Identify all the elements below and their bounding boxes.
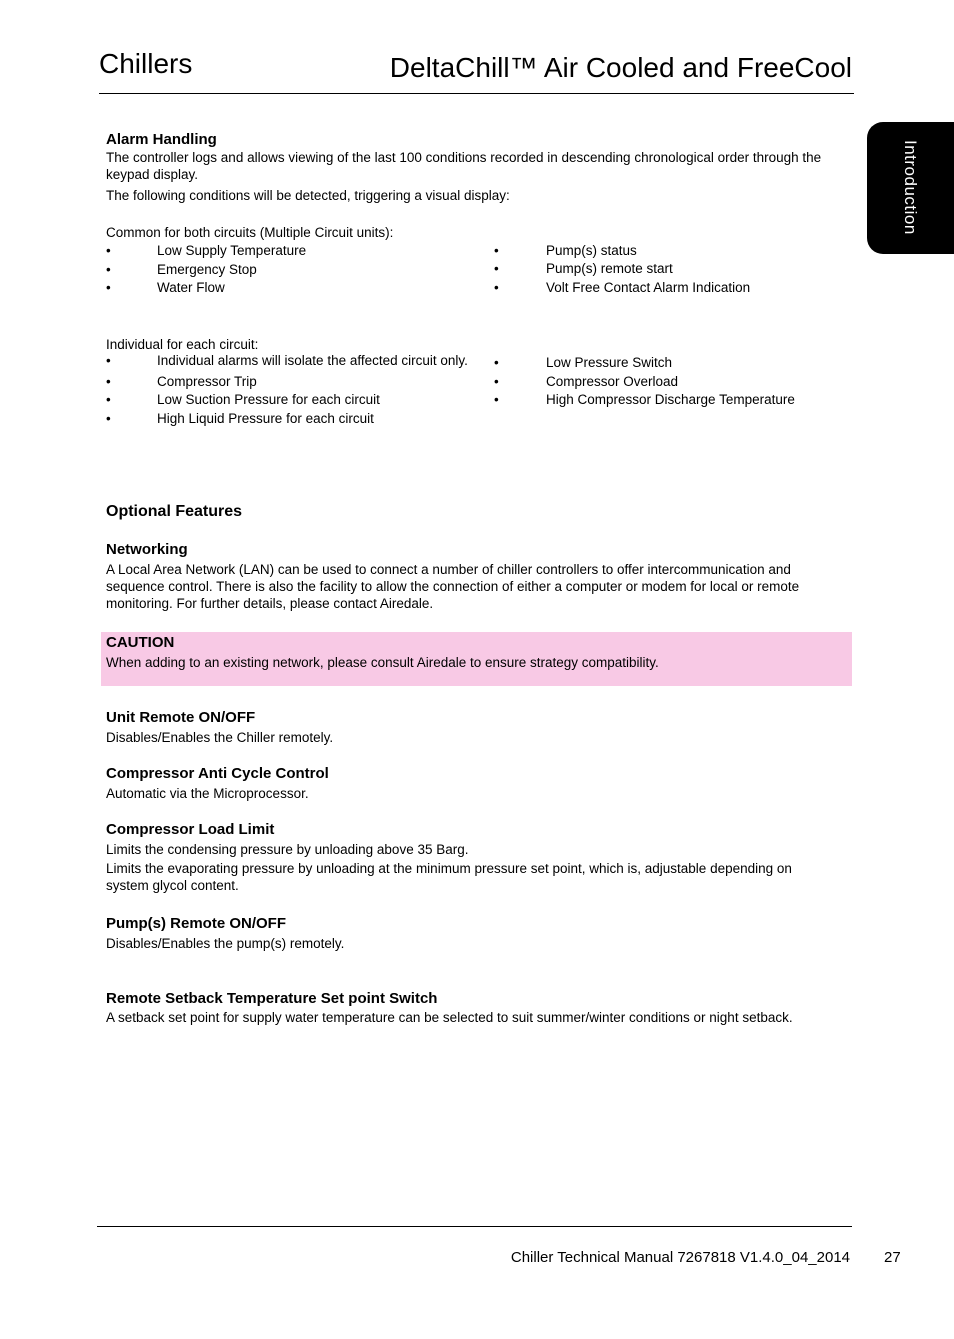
bullet-icon: • xyxy=(494,392,499,407)
header-left-title: Chillers xyxy=(99,48,193,79)
section-tab-label: Introduction xyxy=(901,140,920,235)
page-number: 27 xyxy=(884,1249,901,1266)
list-item: Low Suction Pressure for each circuit xyxy=(157,392,380,407)
bullet-icon: • xyxy=(106,353,111,368)
bullet-icon: • xyxy=(494,355,499,370)
list-item: Low Supply Temperature xyxy=(157,243,307,258)
bullet-icon: • xyxy=(494,280,499,295)
footer-rule xyxy=(97,1226,852,1227)
list-item: High Compressor Discharge Temperature xyxy=(546,392,795,407)
caution-heading: CAUTION xyxy=(106,634,175,651)
networking-heading: Networking xyxy=(106,541,188,558)
list-item: Emergency Stop xyxy=(157,262,257,277)
list-item: Pump(s) status xyxy=(546,243,637,258)
bullet-icon: • xyxy=(106,280,111,295)
alarm-heading: Alarm Handling xyxy=(106,131,217,148)
anti-cycle-heading: Compressor Anti Cycle Control xyxy=(106,765,329,782)
bullet-icon: • xyxy=(106,392,111,407)
list-item: Low Pressure Switch xyxy=(546,355,673,370)
caution-text: When adding to an existing network, please consult Airedale to ensure strategy compatibility. xyxy=(106,655,659,670)
bullet-icon: • xyxy=(106,262,111,277)
load-limit-heading: Compressor Load Limit xyxy=(106,821,275,838)
bullet-icon: • xyxy=(106,374,111,389)
header-right-title: DeltaChill™ Air Cooled and FreeCool xyxy=(389,52,852,83)
list-item: Volt Free Contact Alarm Indication xyxy=(546,280,751,295)
alarm-paragraph-1: The controller logs and allows viewing of the last 100 conditions recorded in descending chronological order through the keypad display. xyxy=(106,150,822,182)
setback-text: A setback set point for supply water temperature can be selected to suit summer/winter conditions or night setback. xyxy=(106,1010,793,1025)
unit-remote-heading: Unit Remote ON/OFF xyxy=(106,709,256,726)
bullet-icon: • xyxy=(106,411,111,426)
bullet-icon: • xyxy=(106,243,111,258)
list-item: High Liquid Pressure for each circuit xyxy=(157,411,374,426)
bullet-icon: • xyxy=(494,243,499,258)
bullet-icon: • xyxy=(494,261,499,276)
anti-cycle-text: Automatic via the Microprocessor. xyxy=(106,786,309,801)
pump-remote-heading: Pump(s) Remote ON/OFF xyxy=(106,915,287,932)
header-rule xyxy=(99,93,854,94)
setback-heading: Remote Setback Temperature Set point Switch xyxy=(106,990,438,1007)
list-item: Individual alarms will isolate the affected circuit only. xyxy=(157,353,468,368)
unit-remote-text: Disables/Enables the Chiller remotely. xyxy=(106,730,334,745)
list-item: Water Flow xyxy=(157,280,225,295)
bullet-icon: • xyxy=(494,374,499,389)
load-limit-text-2: Limits the evaporating pressure by unloading at the minimum pressure set point, which is, adjustable depending on system glycol content. xyxy=(106,861,792,893)
footer-manual: Chiller Technical Manual 7267818 V1.4.0_04_2014 xyxy=(510,1249,850,1266)
optional-features-heading: Optional Features xyxy=(106,503,243,520)
pump-remote-text: Disables/Enables the pump(s) remotely. xyxy=(106,936,345,951)
networking-text: A Local Area Network (LAN) can be used to connect a number of chiller controllers to offer intercommunication and sequence control. There is also the facility to allow the connection of either a computer or modem for local or remote monitoring. For further details, please contact Airedale. xyxy=(106,562,800,611)
individual-circuit-intro: Individual for each circuit: xyxy=(106,337,259,352)
list-item: Pump(s) remote start xyxy=(546,261,673,276)
common-circuits-intro: Common for both circuits (Multiple Circuit units): xyxy=(106,225,394,240)
list-item: Compressor Overload xyxy=(546,374,679,389)
alarm-paragraph-2: The following conditions will be detected, triggering a visual display: xyxy=(106,188,510,203)
list-item: Compressor Trip xyxy=(157,374,257,389)
load-limit-text-1: Limits the condensing pressure by unloading above 35 Barg. xyxy=(106,842,469,857)
